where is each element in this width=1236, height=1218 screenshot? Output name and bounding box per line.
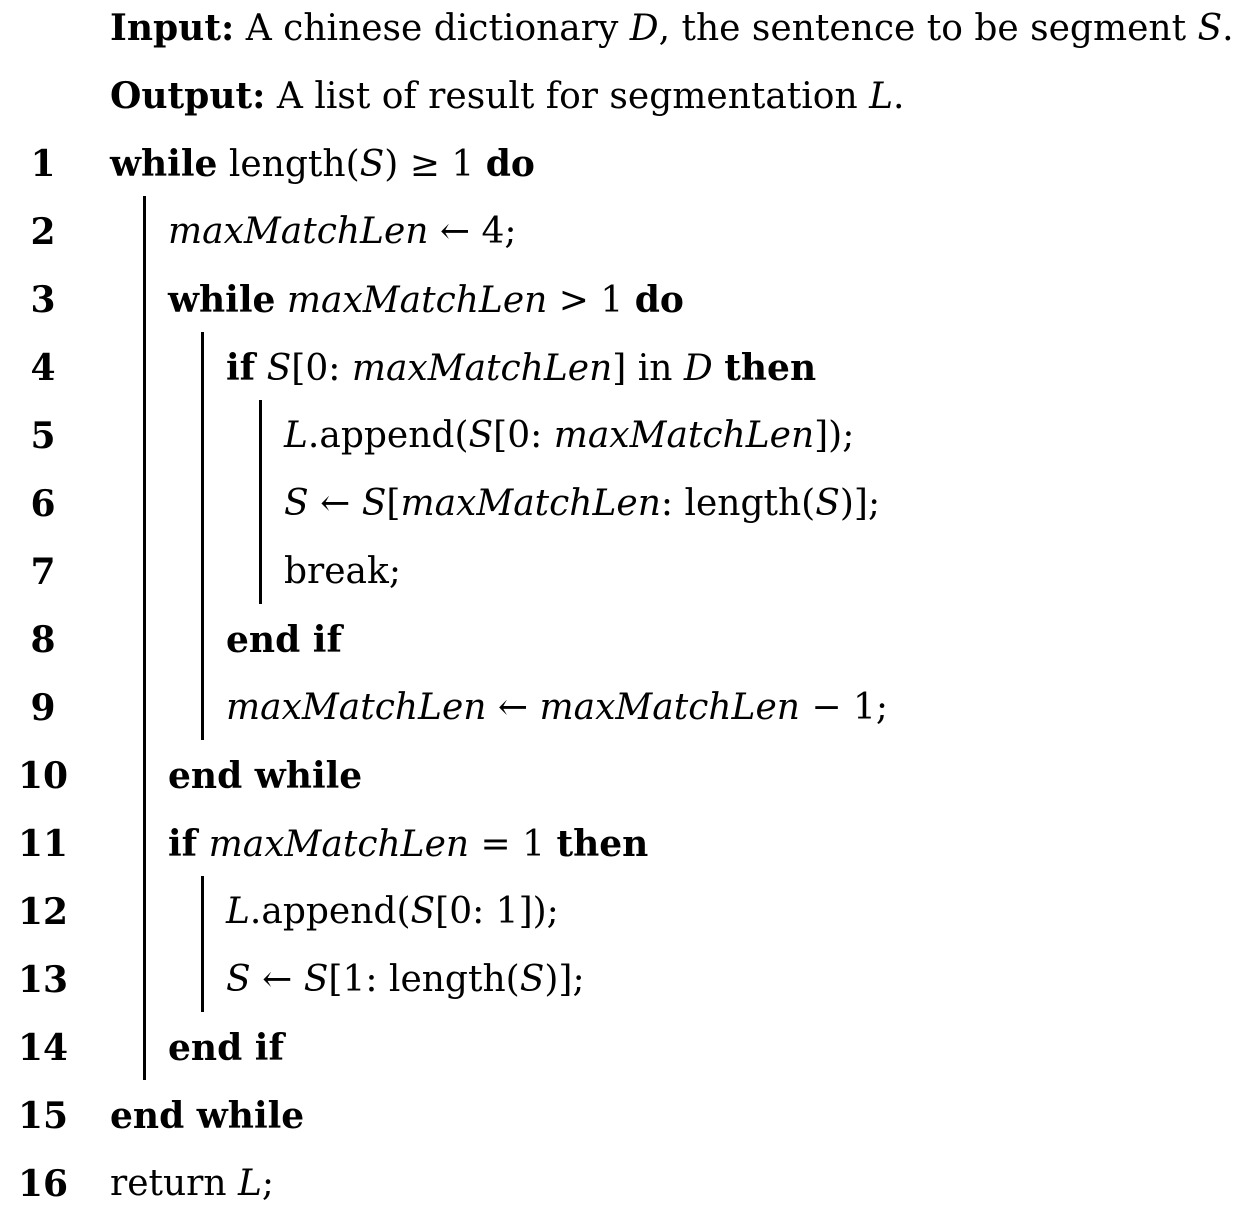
code-text: ← — [308, 483, 362, 524]
code-text: )]; — [544, 959, 585, 1000]
var-maxmatchlen: maxMatchLen — [553, 415, 815, 456]
keyword-end-if: end if — [168, 1027, 284, 1069]
code-text: ; — [261, 1163, 275, 1204]
code-text: : length( — [660, 483, 816, 524]
code-text — [275, 280, 286, 321]
line-number: 9 — [30, 687, 56, 729]
var-s: S — [468, 415, 494, 456]
var-s: S — [519, 959, 545, 1000]
code-text: = 1 — [469, 824, 557, 865]
code-text: ) ≥ 1 — [384, 144, 486, 185]
line-number: 14 — [17, 1027, 69, 1069]
line-number: 2 — [30, 211, 56, 253]
keyword-end-while: end while — [110, 1095, 305, 1137]
code-line-12 — [0, 878, 1236, 946]
output-line — [0, 62, 1236, 130]
code-text: ← — [486, 687, 540, 728]
code-line-2 — [0, 198, 1236, 266]
code-text: break; — [284, 551, 401, 592]
line-number: 4 — [30, 347, 56, 389]
output-text-2: . — [893, 76, 905, 117]
var-s: S — [410, 891, 436, 932]
code-line-13 — [0, 946, 1236, 1014]
if-block-bar — [259, 400, 262, 604]
var-l: L — [284, 415, 308, 456]
code-text: ] in — [612, 348, 684, 389]
code-line-10 — [0, 742, 1236, 810]
code-text: [1: length( — [328, 959, 520, 1000]
code-text: [ — [386, 483, 401, 524]
keyword-do: do — [485, 143, 535, 185]
inner-while-block-bar — [201, 332, 204, 740]
output-label: Output: — [110, 75, 266, 117]
input-var-d: D — [629, 8, 659, 49]
line-number: 3 — [30, 279, 56, 321]
code-line-9 — [0, 674, 1236, 742]
code-text: − 1; — [799, 687, 889, 728]
code-line-3 — [0, 266, 1236, 334]
var-s: S — [284, 483, 309, 524]
line-number: 15 — [17, 1095, 69, 1137]
var-maxmatchlen: maxMatchLen — [208, 824, 470, 865]
code-line-7 — [0, 538, 1236, 606]
code-line-15 — [0, 1082, 1236, 1150]
line-number: 6 — [30, 483, 56, 525]
output-text: A list of result for segmentation — [265, 76, 870, 117]
line-number: 1 — [30, 143, 56, 185]
code-line-4 — [0, 334, 1236, 402]
keyword-then: then — [724, 347, 817, 389]
code-text: [0: 1]); — [435, 891, 559, 932]
keyword-end-if: end if — [226, 619, 342, 661]
input-var-s: S — [1197, 8, 1223, 49]
code-text: ← 4; — [428, 211, 517, 252]
code-text — [197, 824, 208, 865]
final-if-block-bar — [201, 876, 204, 1012]
line-number: 12 — [17, 891, 69, 933]
line-number: 10 — [17, 755, 69, 797]
code-line-11 — [0, 810, 1236, 878]
var-s: S — [226, 959, 251, 1000]
code-text: )]; — [839, 483, 881, 524]
var-maxmatchlen: maxMatchLen — [168, 211, 429, 252]
code-text: .append( — [249, 891, 411, 932]
code-text: [0: — [291, 348, 352, 389]
var-s: S — [815, 483, 840, 524]
var-maxmatchlen: maxMatchLen — [226, 687, 487, 728]
keyword-then: then — [556, 823, 649, 865]
output-var-l: L — [869, 76, 893, 117]
code-line-14 — [0, 1014, 1236, 1082]
input-text-3: . — [1222, 8, 1234, 49]
line-number: 7 — [30, 551, 56, 593]
code-text — [713, 348, 724, 389]
code-text: .append( — [307, 415, 469, 456]
code-text: length( — [217, 144, 360, 185]
var-s: S — [303, 959, 329, 1000]
input-label: Input: — [110, 7, 235, 49]
code-text — [255, 348, 266, 389]
keyword-while: while — [168, 279, 276, 321]
outer-while-block-bar — [143, 196, 146, 1080]
code-line-1 — [0, 130, 1236, 198]
input-text-2: , the sentence to be segment — [658, 8, 1198, 49]
var-s: S — [359, 144, 385, 185]
code-line-6 — [0, 470, 1236, 538]
var-s: S — [361, 483, 387, 524]
keyword-do: do — [634, 279, 684, 321]
line-number: 5 — [30, 415, 56, 457]
line-number: 16 — [17, 1163, 69, 1205]
line-number: 8 — [30, 619, 56, 661]
code-line-8 — [0, 606, 1236, 674]
keyword-if: if — [168, 823, 198, 865]
code-text: > 1 — [547, 280, 635, 321]
input-text: A chinese dictionary — [234, 8, 630, 49]
var-maxmatchlen: maxMatchLen — [400, 483, 661, 524]
input-line — [0, 0, 1236, 62]
var-maxmatchlen: maxMatchLen — [351, 348, 613, 389]
var-d: D — [683, 348, 713, 389]
var-maxmatchlen: maxMatchLen — [539, 687, 800, 728]
code-text: return — [110, 1163, 239, 1204]
line-number: 13 — [17, 959, 69, 1001]
var-s: S — [266, 348, 292, 389]
code-text: ← — [250, 959, 304, 1000]
keyword-if: if — [226, 347, 256, 389]
code-text: [0: — [493, 415, 554, 456]
code-line-16 — [0, 1150, 1236, 1218]
line-number: 11 — [17, 823, 69, 865]
code-text: ]); — [814, 415, 855, 456]
var-maxmatchlen: maxMatchLen — [286, 280, 548, 321]
var-l: L — [226, 891, 250, 932]
var-l: L — [238, 1163, 262, 1204]
keyword-while: while — [110, 143, 218, 185]
code-line-5 — [0, 402, 1236, 470]
keyword-end-while: end while — [168, 755, 363, 797]
